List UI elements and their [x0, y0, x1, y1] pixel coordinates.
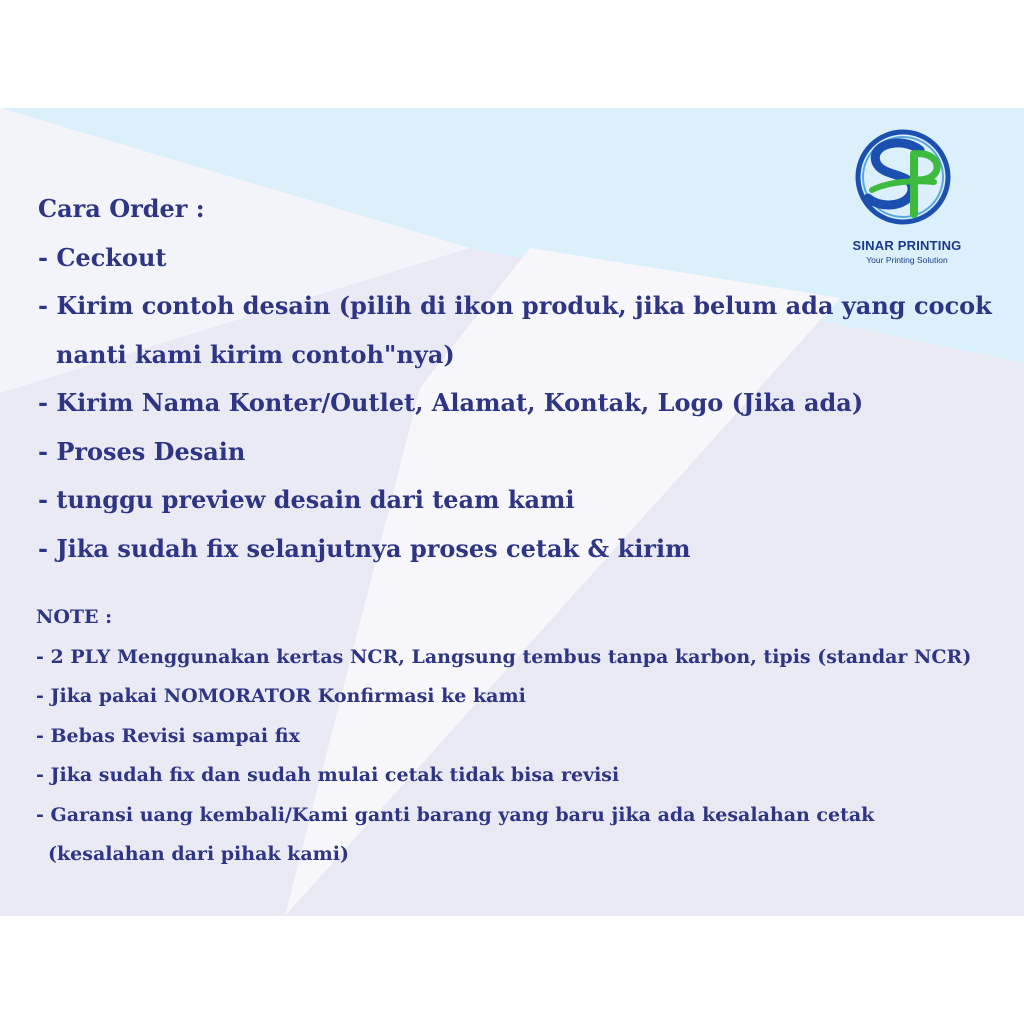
order-step: - Ceckout: [38, 242, 167, 272]
order-step: - Kirim contoh desain (pilih di ikon produk, jika belum ada yang cocok: [38, 291, 992, 320]
order-step: - tunggu preview desain dari team kami: [38, 485, 575, 514]
order-step-continuation: nanti kami kirim contoh"nya): [56, 339, 455, 369]
note-item-continuation: (kesalahan dari pihak kami): [48, 843, 349, 865]
order-step: - Jika sudah fix selanjutnya proses cetak & kirim: [38, 533, 691, 563]
order-step: - Kirim Nama Konter/Outlet, Alamat, Kontak, Logo (Jika ada): [38, 388, 864, 417]
note-item: - Jika sudah fix dan sudah mulai cetak tidak bisa revisi: [36, 764, 620, 786]
note-item: - Jika pakai NOMORATOR Konfirmasi ke kami: [36, 685, 526, 707]
note-heading: NOTE :: [36, 606, 113, 628]
logo-title: SINAR PRINTING: [852, 238, 962, 253]
notes-section: [36, 598, 1006, 875]
note-item: - Garansi uang kembali/Kami ganti barang yang baru jika ada kesalahan cetak: [36, 803, 875, 826]
note-item: - Bebas Revisi sampai fix: [36, 724, 300, 747]
note-item: - 2 PLY Menggunakan kertas NCR, Langsung tembus tanpa karbon, tipis (standar NCR): [36, 645, 972, 668]
order-step: - Proses Desain: [38, 436, 246, 466]
order-instructions: [38, 185, 998, 573]
order-heading: Cara Order :: [38, 194, 205, 223]
info-panel: [0, 108, 1024, 916]
logo-tagline: Your Printing Solution: [866, 255, 948, 265]
